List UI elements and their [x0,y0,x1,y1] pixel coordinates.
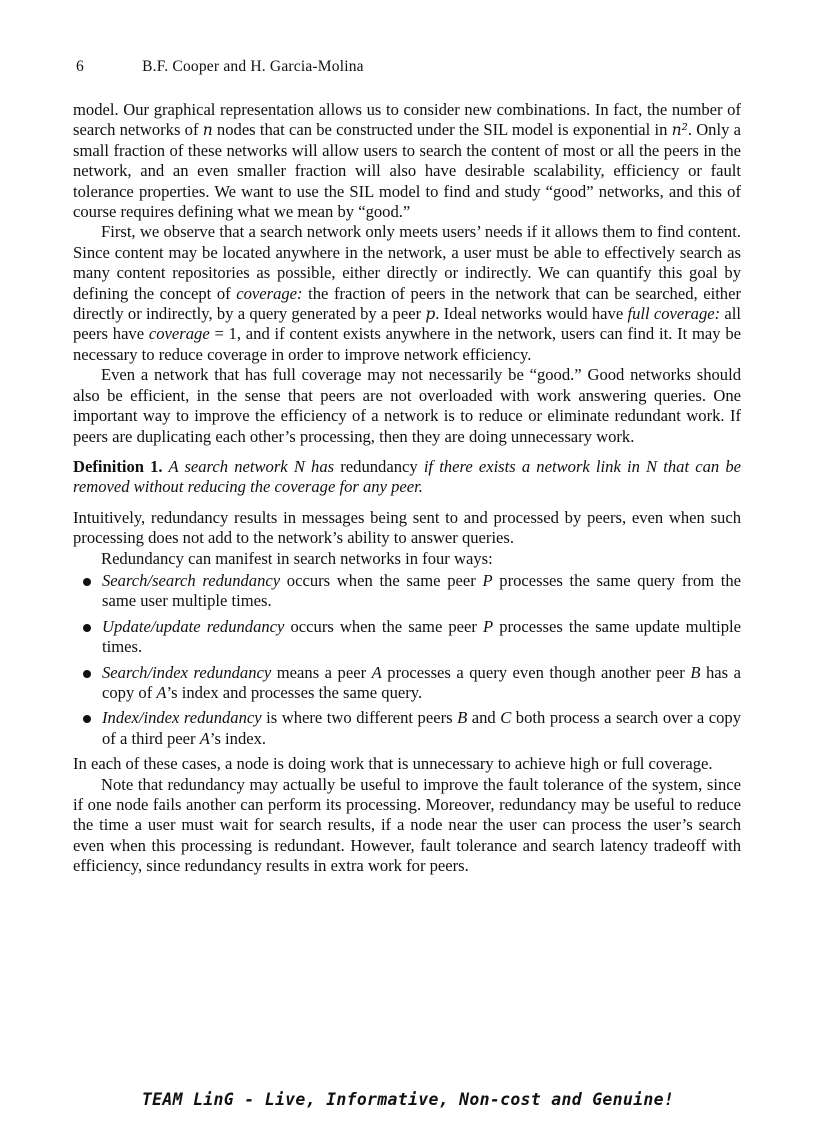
list-item-term: Search/search redundancy [102,570,281,590]
list-item-term: Search/index redundancy [102,662,272,682]
list-item [73,617,741,658]
paragraph-cases: In each of these cases, a node is doing work that is unnecessary to achieve high or full coverage. [73,754,713,774]
footer-watermark: TEAM LinG - Live, Informative, Non-cost and Genuine! [141,1090,675,1109]
text-run: . Only a small fraction of these networks will allow users to search the content of most or all the peers in the network, and an even smaller fraction will also have desirable scalability, efficiency or fault tolerance properties. We want to use the SIL model to find and study “good” networks, and this of course requires defining what we mean by “good.” [73,120,741,222]
paragraph-fault-tolerance: Note that redundancy may actually be useful to improve the fault tolerance of the system, since if one node fails another can perform its processing. Moreover, redundancy may be useful to reduce the time a user must wait for search results, if a node near the user can process the user’s search even when this processing is redundant. However, fault tolerance and search latency tradeoff with efficiency, since redundancy results in extra work for peers. [73,774,741,876]
page-number: 6 [76,58,84,75]
page-body [73,100,741,877]
math-variable: A [156,682,167,702]
list-item-term: Update/update redundancy [102,616,285,636]
text-run: First, we observe that a search network only meets users’ needs if it allows them to find content. Since content may be located anywhere in the network, a user must be able to effectively search as many content repositories as possible, either directly or indirectly. We can quantify this goal by defining the concept of [73,222,741,303]
text-run: both process a search over a copy of a third peer [102,708,742,748]
text-run: processes a query even though another peer [381,662,691,682]
text-run: ’s index and processes the same query. [166,682,423,702]
paragraph-intuition: Intuitively, redundancy results in messages being sent to and processed by peers, even when such processing does not add to the network’s ability to answer queries. [73,507,741,548]
math-expression: n² [671,121,688,140]
math-variable: p [425,305,436,324]
math-variable: P [483,616,494,636]
bullet-icon [83,670,91,678]
paragraph-four-ways: Redundancy can manifest in search networks in four ways: [101,548,493,568]
text-run: if there exists a network link in N that can be removed without reducing the coverage for any peer. [73,456,741,497]
definition-1 [73,457,741,498]
list-item [73,663,741,704]
paragraph-efficiency: Even a network that has full coverage may not necessarily be “good.” Good networks should also be efficient, in the sense that peers are not overloaded with work answering queries. One important way to improve the efficiency of a network is to reduce or eliminate redundant work. If peers are duplicating each other’s processing, then they are doing unnecessary work. [73,365,741,446]
text-run: all peers have [73,304,742,344]
text-run: is where two different peers [261,708,458,728]
text-run: nodes that can be constructed under the SIL model is exponential in [212,120,672,140]
text-run: occurs when the same peer [284,616,484,636]
math-variable: C [500,708,512,728]
text-run: = 1, and if content exists anywhere in the network, users can find it. It may be necessary to reduce coverage in order to improve network efficiency. [73,324,742,364]
definition-heading: Definition 1. [73,456,163,476]
bullet-icon [83,624,91,632]
text-run: processes the same update multiple times. [102,616,741,657]
text-run: the fraction of peers in the network that can be searched, either directly or indirectly, by a query generated by a peer [73,283,741,324]
text-run: . Ideal networks would have [435,304,628,324]
text-run: model. Our graphical representation allows us to consider new combinations. In fact, the number of search networks of [73,100,741,140]
list-item [73,571,741,612]
text-run: A search network N has [162,456,341,476]
list-item-term: Index/index redundancy [102,708,262,728]
text-run: occurs when the same peer [280,570,483,590]
math-variable: A [199,728,210,748]
bullet-icon [83,715,91,723]
text-run: processes the same query from the same user multiple times. [102,570,742,611]
text-run: means a peer [271,662,372,682]
redundancy-list [73,571,741,749]
term-coverage: coverage: [236,283,303,303]
math-variable: B [457,708,468,728]
paragraph-coverage [73,222,741,365]
term-coverage-inline: coverage [148,324,210,344]
running-header-authors: B.F. Cooper and H. Garcia-Molina [142,58,364,75]
text-run: and [467,708,501,728]
bullet-icon [83,578,91,586]
math-variable: A [371,662,382,682]
math-variable: P [482,570,493,590]
running-header [76,58,364,76]
math-variable: n [202,121,213,140]
list-item [73,708,741,749]
text-run: ’s index. [209,728,267,748]
definition-term: redundancy [340,456,418,476]
paragraph-model [73,100,741,222]
term-full-coverage: full coverage: [627,304,721,324]
math-variable: B [690,662,701,682]
text-run: has a copy of [102,662,741,702]
